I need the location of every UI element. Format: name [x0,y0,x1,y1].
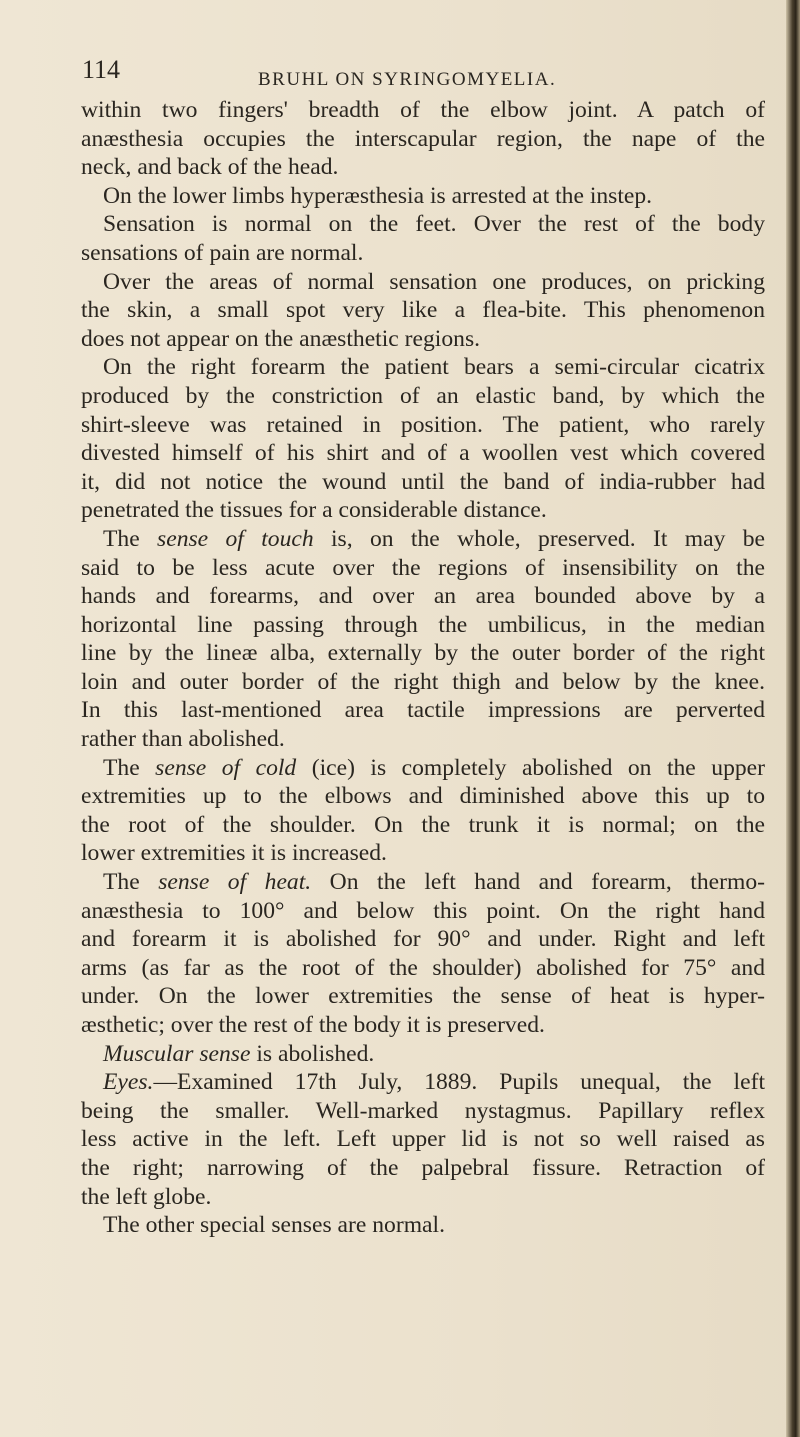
text-line: The sense of touch is, on the whole, preserved. It may be [103,525,766,552]
text-line: the left globe. [81,1183,212,1210]
text-line: the root of the shoulder. On the trunk it is normal; on the [81,811,765,838]
text-line: Eyes.—Examined 17th July, 1889. Pupils unequal, the left [103,1069,765,1096]
text-line: does not appear on the anæsthetic regions. [81,325,481,352]
text-line: less active in the left. Left upper lid is not so well raised as [81,1126,765,1153]
text-line: The sense of cold (ice) is completely abolished on the upper [103,754,765,781]
text-line: the skin, a small spot very like a flea-bite. This phenomenon [81,297,765,324]
text-line: said to be less acute over the regions of insensibility on the [81,554,765,581]
text-line: anæsthesia to 100° and below this point. On the right hand [81,897,765,924]
text-line: hands and forearms, and over an area bounded above by a [81,583,765,610]
text-line: The other special senses are normal. [103,1212,445,1239]
text-line: line by the lineæ alba, externally by the outer border of the right [81,640,765,667]
text-line: it, did not notice the wound until the band of india-rubber had [81,468,765,495]
text-line: neck, and back of the head. [81,154,339,181]
text-line: horizontal line passing through the umbilicus, in the median [81,611,765,638]
text-line: under. On the lower extremities the sense of heat is hyper- [81,983,765,1010]
text-line: sensations of pain are normal. [81,239,364,266]
text-line: On the lower limbs hyperæsthesia is arrested at the instep. [103,182,653,209]
text-line: Muscular sense is abolished. [103,1040,375,1067]
body-text [81,96,765,1240]
text-line: produced by the constriction of an elastic band, by which the [81,382,765,409]
text-line: the right; narrowing of the palpebral fissure. Retraction of [81,1154,765,1181]
page-number: 114 [82,55,121,84]
text-line: In this last-mentioned area tactile impressions are perverted [81,697,765,724]
text-line: The sense of heat. On the left hand and forearm, thermo- [103,869,765,896]
text-line: On the right forearm the patient bears a semi-circular cicatrix [103,354,765,381]
text-line: within two fingers' breadth of the elbow joint. A patch of [81,97,765,123]
running-head: BRUHL ON SYRINGOMYELIA. [258,69,557,90]
page-edge-shadow [786,0,800,1437]
text-line: Over the areas of normal sensation one produces, on pricking [103,268,765,295]
text-line: anæsthesia occupies the interscapular region, the nape of the [81,125,765,152]
text-line: arms (as far as the root of the shoulder) abolished for 75° and [81,954,765,981]
text-line: rather than abolished. [81,726,285,753]
text-line: extremities up to the elbows and diminished above this up to [81,783,765,810]
text-line: and forearm it is abolished for 90° and under. Right and left [81,926,765,953]
text-line: penetrated the tissues for a considerable distance. [81,497,547,524]
text-line: Sensation is normal on the feet. Over the rest of the body [103,211,765,238]
text-line: loin and outer border of the right thigh and below by the knee. [81,668,765,695]
text-line: divested himself of his shirt and of a woollen vest which covered [81,440,765,467]
text-line: being the smaller. Well-marked nystagmus. Papillary reflex [81,1097,765,1124]
text-line: æsthetic; over the rest of the body it is preserved. [81,1012,545,1038]
text-line: shirt-sleeve was retained in position. The patient, who rarely [81,411,765,438]
text-line: lower extremities it is increased. [81,840,387,867]
